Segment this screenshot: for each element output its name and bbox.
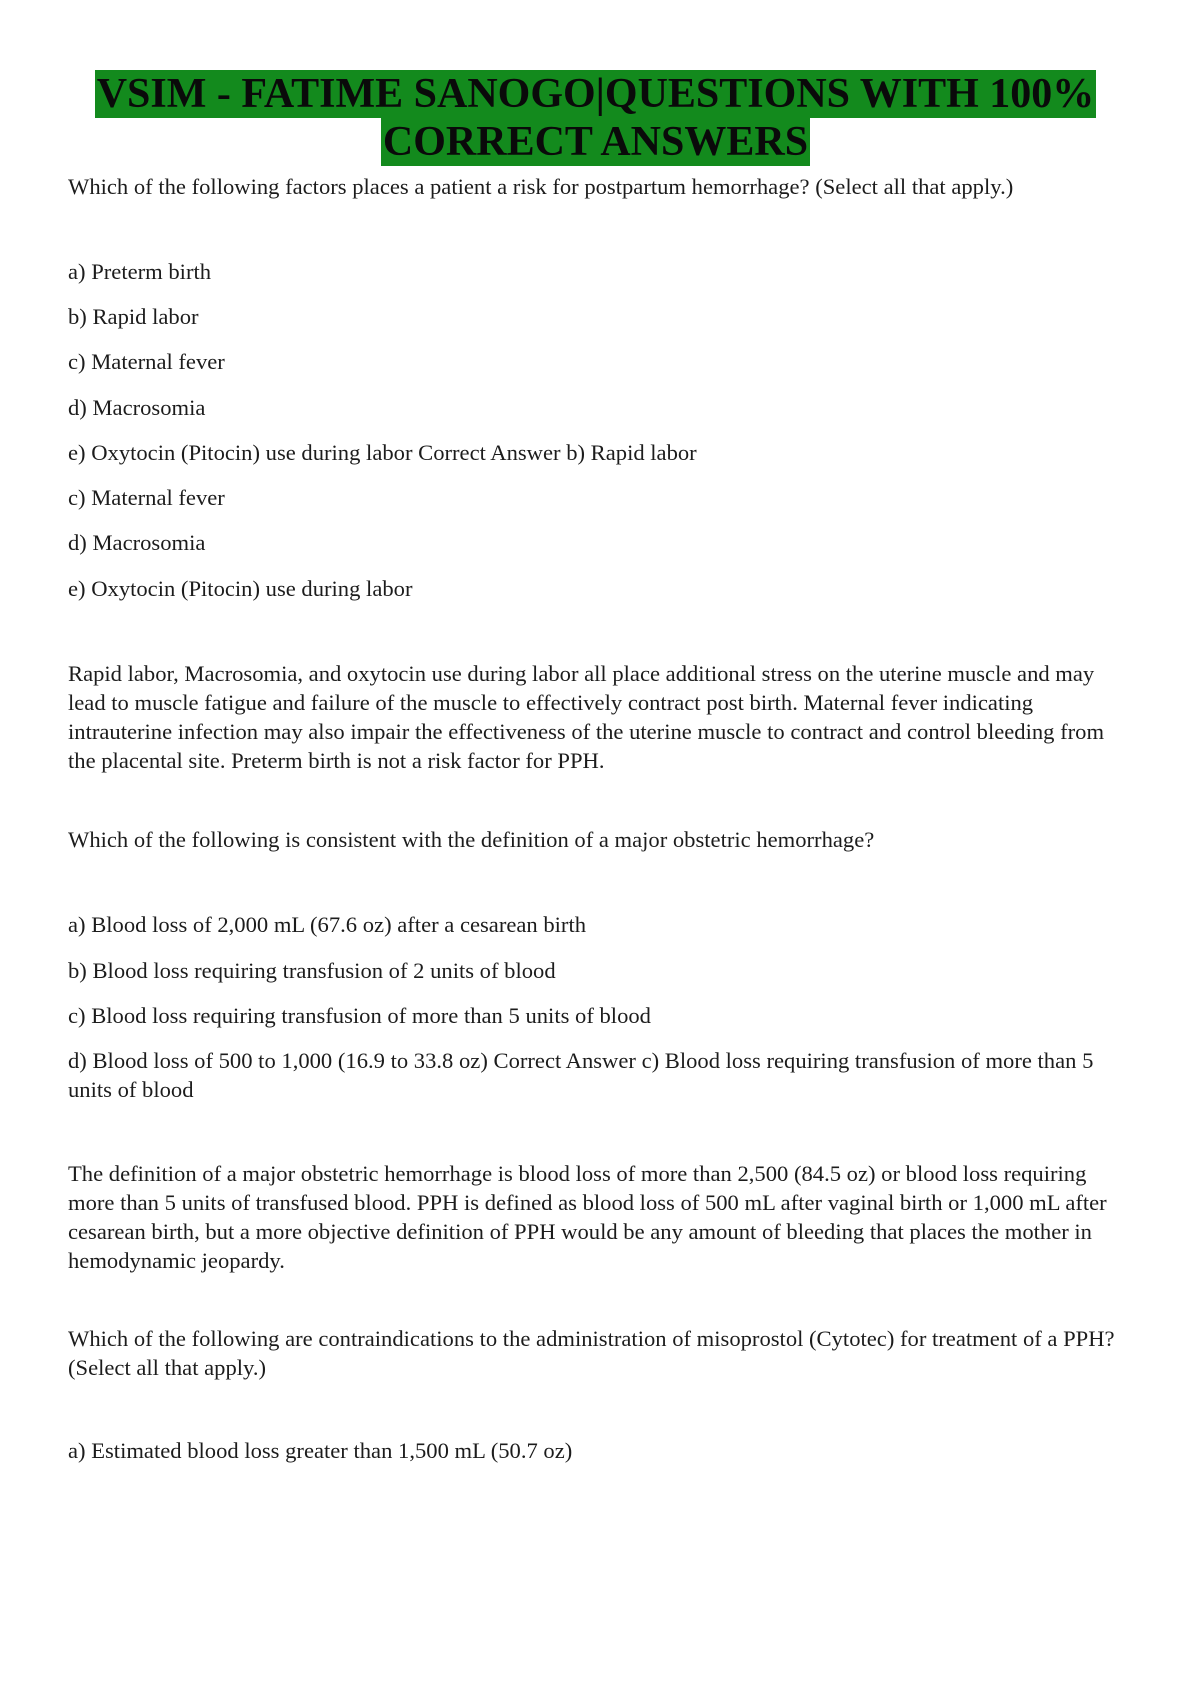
- question-1-rationale: Rapid labor, Macrosomia, and oxytocin use during labor all place additional stress on the uterine muscle and may lead to muscle fatigue and failure of the muscle to effectively contract post birth. Maternal fever indicating intrauterine infection may also impair the effectiveness of the uterine muscle to contract and control bleeding from the placental site. Preterm birth is not a risk factor for PPH.: [68, 661, 1105, 773]
- q1-option: c) Maternal fever: [68, 349, 225, 374]
- q1-option: a) Preterm birth: [68, 259, 212, 284]
- document-title: [0, 70, 1191, 166]
- question-3-text: Which of the following are contraindications to the administration of misoprostol (Cytotec) for treatment of a PPH? (Select all that apply.): [68, 1326, 1115, 1380]
- q1-answer-item: e) Oxytocin (Pitocin) use during labor: [68, 576, 413, 601]
- title-line-2: CORRECT ANSWERS: [382, 119, 809, 165]
- q2-option: a) Blood loss of 2,000 mL (67.6 oz) after a cesarean birth: [68, 912, 587, 937]
- q2-option: b) Blood loss requiring transfusion of 2 units of blood: [68, 958, 556, 983]
- q1-option: d) Macrosomia: [68, 395, 206, 420]
- q1-option-with-answer: e) Oxytocin (Pitocin) use during labor Correct Answer b) Rapid labor: [68, 440, 697, 465]
- q3-option: a) Estimated blood loss greater than 1,500 mL (50.7 oz): [68, 1438, 573, 1463]
- question-2-rationale: The definition of a major obstetric hemorrhage is blood loss of more than 2,500 (84.5 oz) or blood loss requiring more than 5 units of transfused blood. PPH is defined as blood loss of 500 mL after vaginal birth or 1,000 mL after cesarean birth, but a more objective definition of PPH would be any amount of bleeding that places the mother in hemodynamic jeopardy.: [68, 1161, 1107, 1273]
- q2-option: c) Blood loss requiring transfusion of more than 5 units of blood: [68, 1003, 651, 1028]
- q2-option-with-answer: d) Blood loss of 500 to 1,000 (16.9 to 33.8 oz) Correct Answer c) Blood loss requiring transfusion of more than 5 units of blood: [68, 1048, 1094, 1102]
- q1-answer-item: c) Maternal fever: [68, 485, 225, 510]
- title-line-1: VSIM - FATIME SANOGO|QUESTIONS WITH 100%: [96, 71, 1095, 117]
- q1-option: b) Rapid labor: [68, 304, 199, 329]
- question-2-text: Which of the following is consistent with the definition of a major obstetric hemorrhage?: [68, 827, 875, 852]
- question-1-text: Which of the following factors places a patient a risk for postpartum hemorrhage? (Select all that apply.): [68, 174, 1014, 199]
- q1-answer-item: d) Macrosomia: [68, 530, 206, 555]
